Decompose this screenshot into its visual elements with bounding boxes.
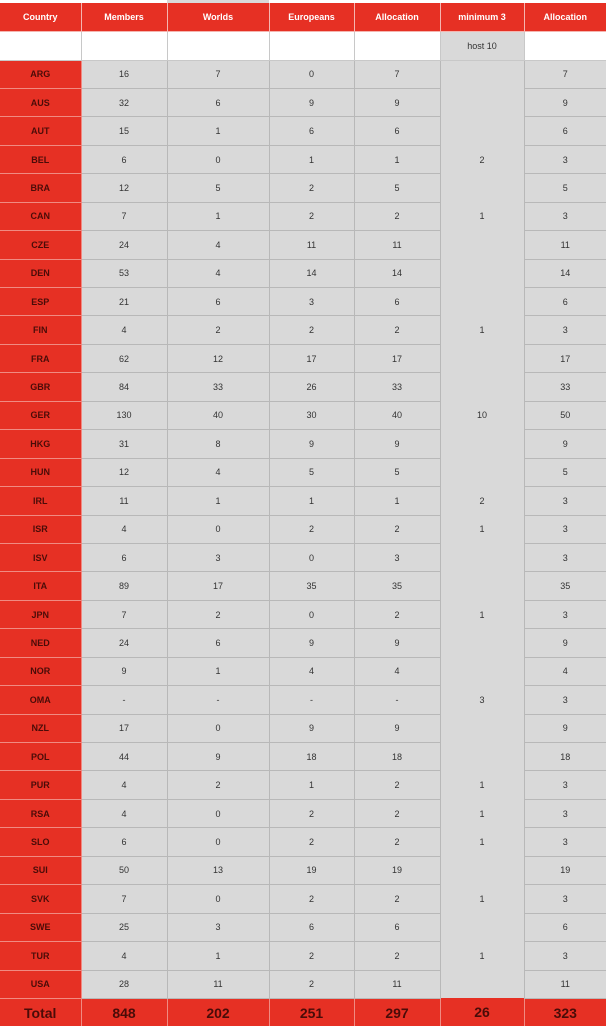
- country-cell: AUT: [0, 117, 81, 145]
- members-cell: 50: [81, 856, 167, 884]
- table-row: [0, 174, 606, 202]
- table-row: [0, 856, 606, 884]
- minimum-cell: [440, 430, 524, 458]
- minimum-cell: 1: [440, 799, 524, 827]
- europeans-cell: 2: [269, 828, 354, 856]
- worlds-cell: 1: [167, 117, 269, 145]
- final-allocation-cell: 19: [524, 856, 606, 884]
- worlds-cell: 3: [167, 543, 269, 571]
- minimum-cell: [440, 657, 524, 685]
- worlds-cell: 0: [167, 828, 269, 856]
- country-cell: SVK: [0, 885, 81, 913]
- country-cell: POL: [0, 743, 81, 771]
- table-row: [0, 344, 606, 372]
- table-row: [0, 88, 606, 116]
- allocation-cell: 6: [354, 913, 440, 941]
- allocation-cell: 11: [354, 970, 440, 998]
- country-cell: SWE: [0, 913, 81, 941]
- europeans-cell: 2: [269, 515, 354, 543]
- header-country: Country: [0, 3, 81, 31]
- members-cell: 25: [81, 913, 167, 941]
- minimum-cell: [440, 117, 524, 145]
- country-cell: JPN: [0, 600, 81, 628]
- final-allocation-cell: 3: [524, 202, 606, 230]
- final-allocation-cell: 14: [524, 259, 606, 287]
- worlds-cell: 0: [167, 885, 269, 913]
- worlds-cell: 4: [167, 259, 269, 287]
- final-allocation-cell: 3: [524, 487, 606, 515]
- table-row: [0, 202, 606, 230]
- allocation-cell: 19: [354, 856, 440, 884]
- subheader-empty: [0, 31, 81, 60]
- europeans-cell: 5: [269, 458, 354, 486]
- final-allocation-cell: 35: [524, 572, 606, 600]
- final-allocation-cell: 17: [524, 344, 606, 372]
- europeans-cell: 1: [269, 487, 354, 515]
- worlds-cell: 17: [167, 572, 269, 600]
- worlds-cell: 7: [167, 60, 269, 88]
- table-row: [0, 600, 606, 628]
- europeans-cell: 35: [269, 572, 354, 600]
- members-cell: 9: [81, 657, 167, 685]
- minimum-cell: 2: [440, 487, 524, 515]
- table-row: [0, 259, 606, 287]
- members-cell: 12: [81, 458, 167, 486]
- minimum-cell: [440, 231, 524, 259]
- final-allocation-cell: 3: [524, 543, 606, 571]
- total-europeans: 251: [269, 998, 354, 1026]
- minimum-cell: 1: [440, 885, 524, 913]
- minimum-cell: [440, 629, 524, 657]
- europeans-cell: 4: [269, 657, 354, 685]
- allocation-cell: 4: [354, 657, 440, 685]
- final-allocation-cell: 6: [524, 288, 606, 316]
- worlds-cell: 11: [167, 970, 269, 998]
- worlds-cell: 0: [167, 799, 269, 827]
- members-cell: 62: [81, 344, 167, 372]
- europeans-cell: 26: [269, 373, 354, 401]
- minimum-cell: 1: [440, 515, 524, 543]
- members-cell: 32: [81, 88, 167, 116]
- final-allocation-cell: 11: [524, 231, 606, 259]
- subheader-row: [0, 31, 606, 60]
- members-cell: 12: [81, 174, 167, 202]
- members-cell: 7: [81, 885, 167, 913]
- allocation-cell: 7: [354, 60, 440, 88]
- worlds-cell: 0: [167, 145, 269, 173]
- europeans-cell: 2: [269, 316, 354, 344]
- allocation-cell: 2: [354, 828, 440, 856]
- minimum-cell: 1: [440, 316, 524, 344]
- minimum-cell: 2: [440, 145, 524, 173]
- final-allocation-cell: 9: [524, 629, 606, 657]
- minimum-cell: [440, 714, 524, 742]
- header-europeans: Europeans: [269, 3, 354, 31]
- final-allocation-cell: 3: [524, 515, 606, 543]
- europeans-cell: 2: [269, 942, 354, 970]
- europeans-cell: 3: [269, 288, 354, 316]
- allocation-cell: 5: [354, 174, 440, 202]
- country-cell: BRA: [0, 174, 81, 202]
- country-cell: NZL: [0, 714, 81, 742]
- final-allocation-cell: 3: [524, 828, 606, 856]
- total-label: Total: [0, 998, 81, 1026]
- table-row: [0, 401, 606, 429]
- minimum-cell: 1: [440, 771, 524, 799]
- minimum-cell: 1: [440, 828, 524, 856]
- europeans-cell: 2: [269, 799, 354, 827]
- country-cell: HUN: [0, 458, 81, 486]
- header-worlds: Worlds: [167, 3, 269, 31]
- worlds-cell: 12: [167, 344, 269, 372]
- table-row: [0, 714, 606, 742]
- europeans-cell: 9: [269, 629, 354, 657]
- europeans-cell: 2: [269, 970, 354, 998]
- members-cell: 21: [81, 288, 167, 316]
- europeans-cell: 9: [269, 88, 354, 116]
- members-cell: 130: [81, 401, 167, 429]
- country-cell: FRA: [0, 344, 81, 372]
- worlds-cell: 2: [167, 600, 269, 628]
- members-cell: 4: [81, 515, 167, 543]
- country-cell: ITA: [0, 572, 81, 600]
- country-cell: OMA: [0, 686, 81, 714]
- worlds-cell: 1: [167, 202, 269, 230]
- minimum-cell: [440, 743, 524, 771]
- allocation-cell: 9: [354, 430, 440, 458]
- europeans-cell: 11: [269, 231, 354, 259]
- worlds-cell: 33: [167, 373, 269, 401]
- final-allocation-cell: 11: [524, 970, 606, 998]
- members-cell: 4: [81, 316, 167, 344]
- country-cell: USA: [0, 970, 81, 998]
- allocation-cell: 2: [354, 799, 440, 827]
- country-cell: BEL: [0, 145, 81, 173]
- header-minimum: minimum 3: [440, 3, 524, 31]
- members-cell: 6: [81, 145, 167, 173]
- table-row: [0, 515, 606, 543]
- final-allocation-cell: 9: [524, 714, 606, 742]
- members-cell: 6: [81, 543, 167, 571]
- table-row: [0, 430, 606, 458]
- minimum-cell: [440, 970, 524, 998]
- minimum-cell: 10: [440, 401, 524, 429]
- allocation-cell: 18: [354, 743, 440, 771]
- total-row: [0, 998, 606, 1026]
- allocation-cell: 2: [354, 515, 440, 543]
- allocation-cell: 14: [354, 259, 440, 287]
- final-allocation-cell: 3: [524, 316, 606, 344]
- final-allocation-cell: 7: [524, 60, 606, 88]
- country-cell: PUR: [0, 771, 81, 799]
- members-cell: 53: [81, 259, 167, 287]
- worlds-cell: 6: [167, 88, 269, 116]
- allocation-cell: 1: [354, 487, 440, 515]
- minimum-cell: [440, 373, 524, 401]
- minimum-cell: [440, 458, 524, 486]
- europeans-cell: 18: [269, 743, 354, 771]
- country-cell: ESP: [0, 288, 81, 316]
- worlds-cell: 2: [167, 316, 269, 344]
- subheader-empty: [269, 31, 354, 60]
- europeans-cell: 17: [269, 344, 354, 372]
- final-allocation-cell: 3: [524, 799, 606, 827]
- country-cell: GBR: [0, 373, 81, 401]
- allocation-cell: 9: [354, 629, 440, 657]
- europeans-cell: 9: [269, 430, 354, 458]
- members-cell: 4: [81, 771, 167, 799]
- table-row: [0, 373, 606, 401]
- members-cell: 84: [81, 373, 167, 401]
- country-cell: ISR: [0, 515, 81, 543]
- allocation-cell: 1: [354, 145, 440, 173]
- table-row: [0, 913, 606, 941]
- table-row: [0, 543, 606, 571]
- final-allocation-cell: 33: [524, 373, 606, 401]
- minimum-cell: [440, 288, 524, 316]
- final-allocation-cell: 3: [524, 942, 606, 970]
- final-allocation-cell: 3: [524, 771, 606, 799]
- europeans-cell: 1: [269, 145, 354, 173]
- worlds-cell: 6: [167, 288, 269, 316]
- country-cell: HKG: [0, 430, 81, 458]
- allocation-cell: 2: [354, 942, 440, 970]
- final-allocation-cell: 3: [524, 600, 606, 628]
- europeans-cell: 6: [269, 117, 354, 145]
- members-cell: 7: [81, 600, 167, 628]
- header-final-allocation: Allocation: [524, 3, 606, 31]
- worlds-cell: 6: [167, 629, 269, 657]
- allocation-cell: 2: [354, 202, 440, 230]
- total-minimum: 26: [440, 998, 524, 1026]
- table-row: [0, 828, 606, 856]
- minimum-cell: [440, 543, 524, 571]
- allocation-cell: 40: [354, 401, 440, 429]
- europeans-cell: 2: [269, 174, 354, 202]
- total-worlds: 202: [167, 998, 269, 1026]
- europeans-cell: 9: [269, 714, 354, 742]
- country-cell: TUR: [0, 942, 81, 970]
- final-allocation-cell: 6: [524, 913, 606, 941]
- total-allocation: 297: [354, 998, 440, 1026]
- europeans-cell: 30: [269, 401, 354, 429]
- members-cell: 15: [81, 117, 167, 145]
- allocation-cell: 3: [354, 543, 440, 571]
- minimum-cell: [440, 259, 524, 287]
- allocation-cell: 6: [354, 288, 440, 316]
- members-cell: 4: [81, 942, 167, 970]
- members-cell: 24: [81, 629, 167, 657]
- final-allocation-cell: 6: [524, 117, 606, 145]
- table-row: [0, 799, 606, 827]
- table-row: [0, 231, 606, 259]
- table-row: [0, 572, 606, 600]
- host-label: host 10: [440, 31, 524, 60]
- table-row: [0, 145, 606, 173]
- worlds-cell: 0: [167, 515, 269, 543]
- country-cell: DEN: [0, 259, 81, 287]
- worlds-cell: 1: [167, 487, 269, 515]
- table-row: [0, 970, 606, 998]
- table-row: [0, 771, 606, 799]
- final-allocation-cell: 3: [524, 686, 606, 714]
- country-cell: ARG: [0, 60, 81, 88]
- members-cell: 17: [81, 714, 167, 742]
- minimum-cell: [440, 913, 524, 941]
- country-cell: SUI: [0, 856, 81, 884]
- europeans-cell: 14: [269, 259, 354, 287]
- allocation-table: [0, 3, 606, 1026]
- table-body: [0, 60, 606, 998]
- allocation-cell: 35: [354, 572, 440, 600]
- table-row: [0, 316, 606, 344]
- final-allocation-cell: 50: [524, 401, 606, 429]
- allocation-cell: 2: [354, 771, 440, 799]
- final-allocation-cell: 5: [524, 458, 606, 486]
- allocation-cell: 9: [354, 88, 440, 116]
- allocation-cell: 2: [354, 316, 440, 344]
- worlds-cell: 2: [167, 771, 269, 799]
- allocation-cell: 33: [354, 373, 440, 401]
- allocation-cell: 17: [354, 344, 440, 372]
- worlds-cell: 5: [167, 174, 269, 202]
- table-row: [0, 458, 606, 486]
- worlds-cell: 1: [167, 657, 269, 685]
- allocation-cell: 6: [354, 117, 440, 145]
- members-cell: 16: [81, 60, 167, 88]
- minimum-cell: [440, 88, 524, 116]
- subheader-empty: [81, 31, 167, 60]
- members-cell: -: [81, 686, 167, 714]
- table-row: [0, 942, 606, 970]
- minimum-cell: [440, 60, 524, 88]
- total-final-allocation: 323: [524, 998, 606, 1026]
- europeans-cell: 2: [269, 202, 354, 230]
- header-members: Members: [81, 3, 167, 31]
- table-row: [0, 60, 606, 88]
- table-row: [0, 288, 606, 316]
- worlds-cell: 4: [167, 458, 269, 486]
- final-allocation-cell: 18: [524, 743, 606, 771]
- final-allocation-cell: 9: [524, 430, 606, 458]
- final-allocation-cell: 4: [524, 657, 606, 685]
- members-cell: 31: [81, 430, 167, 458]
- table-row: [0, 885, 606, 913]
- members-cell: 4: [81, 799, 167, 827]
- table-row: [0, 686, 606, 714]
- table-row: [0, 487, 606, 515]
- allocation-cell: 2: [354, 600, 440, 628]
- country-cell: SLO: [0, 828, 81, 856]
- allocation-cell: 5: [354, 458, 440, 486]
- members-cell: 24: [81, 231, 167, 259]
- country-cell: CAN: [0, 202, 81, 230]
- final-allocation-cell: 5: [524, 174, 606, 202]
- worlds-cell: -: [167, 686, 269, 714]
- worlds-cell: 40: [167, 401, 269, 429]
- worlds-cell: 13: [167, 856, 269, 884]
- allocation-cell: -: [354, 686, 440, 714]
- allocation-cell: 2: [354, 885, 440, 913]
- europeans-cell: 19: [269, 856, 354, 884]
- table-row: [0, 657, 606, 685]
- europeans-cell: 0: [269, 543, 354, 571]
- country-cell: NED: [0, 629, 81, 657]
- table-row: [0, 117, 606, 145]
- country-cell: GER: [0, 401, 81, 429]
- final-allocation-cell: 9: [524, 88, 606, 116]
- worlds-cell: 8: [167, 430, 269, 458]
- minimum-cell: [440, 344, 524, 372]
- members-cell: 6: [81, 828, 167, 856]
- worlds-cell: 0: [167, 714, 269, 742]
- final-allocation-cell: 3: [524, 145, 606, 173]
- minimum-cell: 3: [440, 686, 524, 714]
- europeans-cell: 1: [269, 771, 354, 799]
- worlds-cell: 3: [167, 913, 269, 941]
- minimum-cell: 1: [440, 202, 524, 230]
- table-row: [0, 629, 606, 657]
- members-cell: 11: [81, 487, 167, 515]
- header-row: [0, 3, 606, 31]
- members-cell: 28: [81, 970, 167, 998]
- minimum-cell: [440, 572, 524, 600]
- country-cell: CZE: [0, 231, 81, 259]
- minimum-cell: 1: [440, 942, 524, 970]
- allocation-cell: 9: [354, 714, 440, 742]
- europeans-cell: -: [269, 686, 354, 714]
- country-cell: AUS: [0, 88, 81, 116]
- europeans-cell: 0: [269, 600, 354, 628]
- subheader-empty: [354, 31, 440, 60]
- members-cell: 7: [81, 202, 167, 230]
- country-cell: FIN: [0, 316, 81, 344]
- europeans-cell: 0: [269, 60, 354, 88]
- total-members: 848: [81, 998, 167, 1026]
- europeans-cell: 2: [269, 885, 354, 913]
- europeans-cell: 6: [269, 913, 354, 941]
- country-cell: ISV: [0, 543, 81, 571]
- header-allocation: Allocation: [354, 3, 440, 31]
- worlds-cell: 9: [167, 743, 269, 771]
- final-allocation-cell: 3: [524, 885, 606, 913]
- minimum-cell: [440, 174, 524, 202]
- country-cell: NOR: [0, 657, 81, 685]
- worlds-cell: 4: [167, 231, 269, 259]
- subheader-empty: [524, 31, 606, 60]
- country-cell: RSA: [0, 799, 81, 827]
- members-cell: 89: [81, 572, 167, 600]
- allocation-cell: 11: [354, 231, 440, 259]
- minimum-cell: 1: [440, 600, 524, 628]
- subheader-empty: [167, 31, 269, 60]
- country-cell: IRL: [0, 487, 81, 515]
- members-cell: 44: [81, 743, 167, 771]
- minimum-cell: [440, 856, 524, 884]
- table-row: [0, 743, 606, 771]
- worlds-cell: 1: [167, 942, 269, 970]
